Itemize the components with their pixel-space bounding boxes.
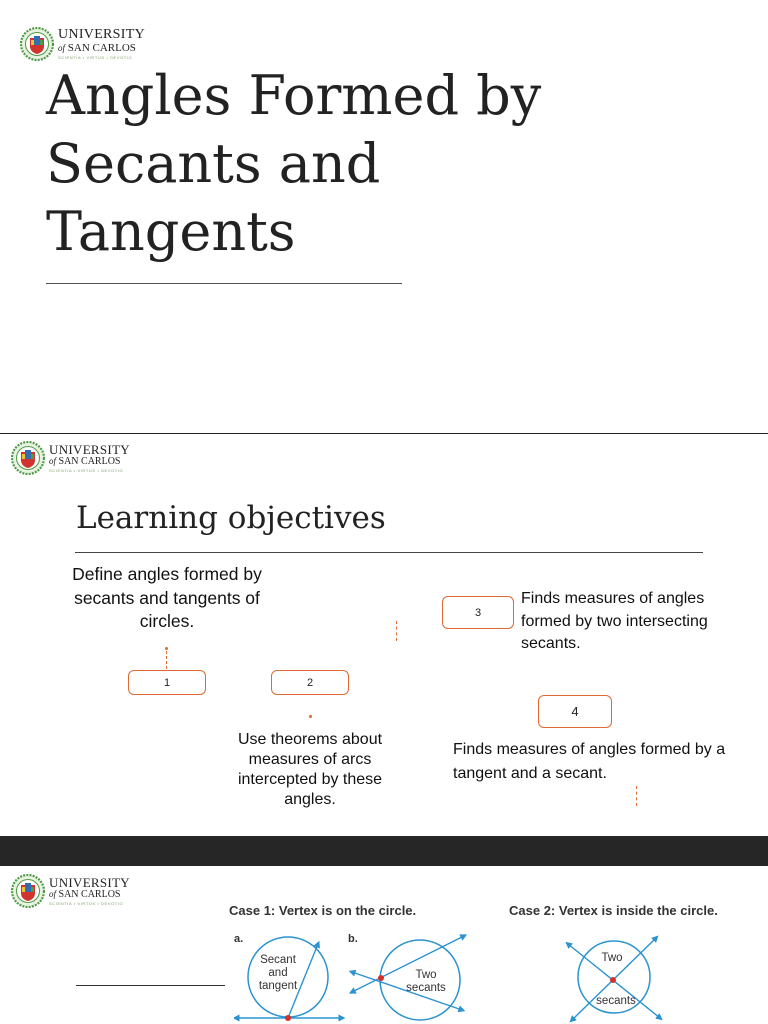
fig-a-text-2: and (268, 967, 288, 979)
slide-cases (0, 866, 768, 1024)
fig-b-text-1: Two (415, 969, 437, 981)
figure-two-secants-inside (560, 930, 664, 1024)
figure-two-secants-on-circle (346, 930, 470, 1024)
university-logo (20, 27, 145, 61)
logo-line1: UNIVERSITY (49, 442, 130, 457)
logo-of: of (49, 456, 57, 466)
logo-wordmark (49, 876, 130, 906)
fig-c-text-1: Two (601, 952, 623, 964)
title-underline (46, 283, 402, 284)
vertex-point (610, 977, 616, 983)
vertex-point (378, 975, 384, 981)
logo-line1: UNIVERSITY (58, 27, 145, 42)
logo-wordmark (49, 443, 130, 473)
university-seal-icon (20, 27, 54, 61)
logo-motto: SCIENTIA • VIRTUS • DEVOTIO (49, 468, 124, 473)
figure-secant-tangent (234, 930, 346, 1024)
connector-dot (165, 647, 168, 650)
fig-a-text-1: Secant (260, 954, 296, 966)
logo-motto: SCIENTIA • VIRTUS • DEVOTIO (49, 901, 124, 906)
logo-of: of (49, 889, 57, 899)
vertex-point (285, 1015, 291, 1021)
objective-2-text: Use theorems about measures of arcs intercepted by these angles. (237, 731, 383, 808)
logo-line2-text: SAN CARLOS (58, 889, 121, 900)
fig-a-label: a. (234, 933, 244, 945)
logo-line2 (58, 43, 145, 54)
fig-c-text-2: secants (596, 995, 636, 1007)
logo-line2 (49, 457, 130, 467)
partial-underline (76, 985, 225, 986)
objective-1-box: 1 (128, 670, 206, 695)
slide-learning-objectives (0, 433, 768, 837)
objective-1-text: Define angles formed by secants and tangents of circles. (72, 564, 262, 631)
case-1-title: Case 1: Vertex is on the circle. (229, 903, 417, 918)
objective-3-box: 3 (442, 596, 514, 629)
slide-title-heading: Angles Formed by Secants and Tangents (46, 64, 542, 263)
objective-4-text: Finds measures of angles formed by a tangent and a secant. (453, 741, 726, 782)
fig-b-text-2: secants (406, 982, 446, 994)
university-logo (11, 874, 130, 908)
university-logo (11, 441, 130, 475)
logo-wordmark (58, 28, 145, 60)
logo-line1: UNIVERSITY (49, 875, 130, 890)
connector-dot (309, 715, 312, 718)
objective-2-box: 2 (271, 670, 349, 695)
fig-b-label: b. (348, 933, 358, 945)
heading-underline (75, 552, 703, 553)
connector-line (636, 786, 637, 806)
objectives-heading: Learning objectives (76, 500, 386, 536)
slide-title (0, 0, 768, 432)
university-seal-icon (11, 874, 45, 908)
fig-a-text-3: tangent (258, 980, 298, 992)
case-2-title: Case 2: Vertex is inside the circle. (509, 903, 718, 918)
slide-separator (0, 836, 768, 866)
connector-line (166, 651, 167, 669)
logo-motto: SCIENTIA • VIRTUS • DEVOTIO (58, 55, 133, 60)
objective-3-text: Finds measures of angles formed by two intersecting secants. (521, 590, 708, 652)
connector-line (396, 621, 397, 641)
logo-of: of (58, 43, 66, 53)
university-seal-icon (11, 441, 45, 475)
logo-line2-text: SAN CARLOS (58, 456, 121, 467)
logo-line2 (49, 890, 130, 900)
logo-line2-text: SAN CARLOS (67, 42, 136, 54)
objective-4-box: 4 (538, 695, 612, 728)
